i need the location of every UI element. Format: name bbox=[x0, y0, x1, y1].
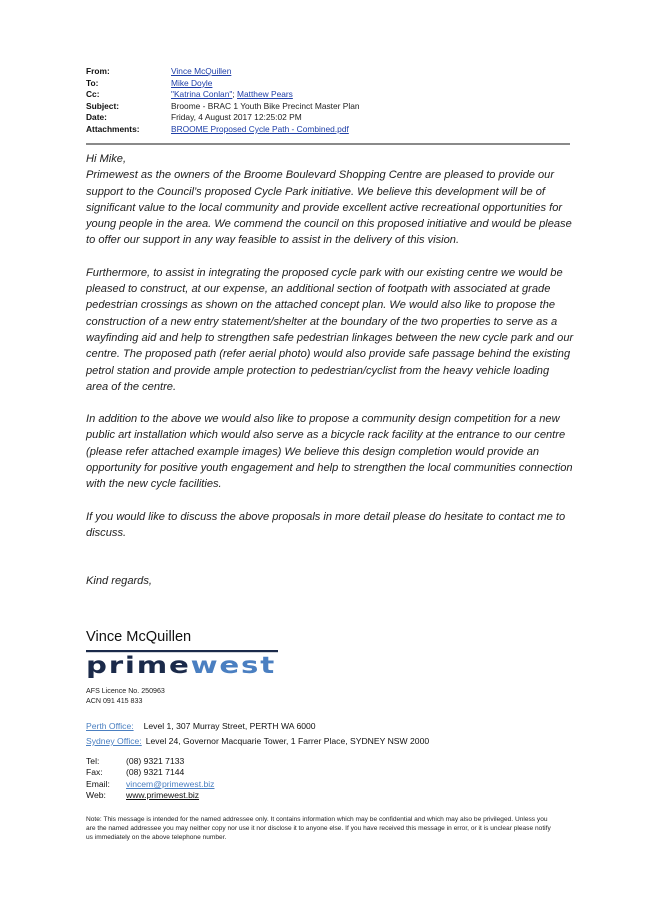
tel-label: Tel: bbox=[86, 756, 100, 766]
logo-top-bar bbox=[86, 650, 278, 652]
attachment-link[interactable]: BROOME Proposed Cycle Path - Combined.pdf bbox=[171, 123, 349, 134]
paragraph-gap bbox=[86, 493, 574, 509]
cc-value-1[interactable]: "Katrina Conlan" bbox=[171, 89, 233, 100]
fax-value: (08) 9321 7144 bbox=[126, 767, 185, 778]
body-paragraph-3: In addition to the above we would also like to propose a community design competition for a new public art installation which would also serve as a bicycle rack facility at the entrance to our centre (please refer attached example images) We believe this design completion would provide an opportunity for positive youth engagement and help to strengthen the local communities connection with the new cycle facilities. bbox=[86, 413, 573, 491]
contact-details bbox=[86, 756, 214, 802]
email-label: Email: bbox=[86, 778, 110, 789]
perth-office-address: Level 1, 307 Murray Street, PERTH WA 6000 bbox=[143, 721, 316, 731]
paragraph-gap bbox=[86, 557, 574, 573]
closing: Kind regards, bbox=[86, 575, 152, 588]
email-link[interactable]: vincem@primewest.biz bbox=[126, 778, 215, 789]
body-paragraph-2: Furthermore, to assist in integrating the proposed cycle park with our existing centre we would be pleased to construct, at our expense, an additional section of footpath with associated at grade pedestrian crossings as shown on the attached concept plan. We would also like to propose the construction of a new entry statement/shelter at the boundary of the two properties to serve as a wayfinding aid and help to strengthen safe pedestrian linkages between the new cycle park and our centre. The proposed path (refer aerial photo) would also provide safe passage behind the existing petrol station and provide ample protection to pedestrian/cyclist from the heavy vehicle loading area of the centre. bbox=[86, 266, 574, 393]
confidentiality-note: Note: This message is intended for the named addressee only. It contains information which may be confidential and which may also be privileged. Unless you are the named addressee you may neither copy nor use it nor disclose it to anyone else. If you have received this message in error, or it is unclear please notify us immediately on the above telephone number. bbox=[86, 816, 551, 842]
cc-label: Cc: bbox=[86, 89, 100, 100]
perth-office-row bbox=[86, 719, 429, 734]
to-label: To: bbox=[86, 77, 99, 88]
cc-row bbox=[86, 89, 570, 101]
cc-value-2[interactable]: Matthew Pears bbox=[237, 89, 293, 100]
email-body bbox=[86, 151, 574, 590]
attachments-label: Attachments: bbox=[86, 123, 140, 134]
date-row bbox=[86, 112, 570, 124]
subject-row bbox=[86, 101, 570, 113]
licence-info bbox=[86, 687, 165, 706]
attachments-row bbox=[86, 124, 570, 136]
to-value[interactable]: Mike Doyle bbox=[171, 77, 213, 88]
email-row bbox=[86, 779, 214, 790]
date-label: Date: bbox=[86, 112, 107, 123]
web-label: Web: bbox=[86, 790, 106, 801]
from-row bbox=[86, 66, 570, 78]
body-paragraph-4: If you would like to discuss the above proposals in more detail please do hesitate to contact me to discuss. bbox=[86, 510, 566, 539]
from-value[interactable]: Vince McQuillen bbox=[171, 66, 232, 76]
tel-value: (08) 9321 7133 bbox=[126, 756, 185, 766]
sydney-office-link[interactable]: Sydney Office: bbox=[86, 736, 142, 746]
perth-office-link[interactable]: Perth Office: bbox=[86, 721, 134, 731]
acn-number: ACN 091 415 833 bbox=[86, 696, 143, 705]
subject-value: Broome - BRAC 1 Youth Bike Precinct Master Plan bbox=[171, 100, 360, 111]
greeting: Hi Mike, bbox=[86, 153, 127, 165]
cc-separator: ; bbox=[232, 89, 235, 100]
paragraph-gap bbox=[86, 395, 574, 411]
logo-wordmark: prime west bbox=[86, 653, 258, 678]
from-label: From: bbox=[86, 66, 110, 76]
cc-values bbox=[171, 89, 293, 101]
office-addresses bbox=[86, 719, 429, 749]
web-link[interactable]: www.primewest.biz bbox=[126, 790, 200, 801]
fax-label: Fax: bbox=[86, 767, 103, 778]
email-header bbox=[86, 66, 570, 136]
sydney-office-address: Level 24, Governor Macquarie Tower, 1 Farrer Place, SYDNEY NSW 2000 bbox=[145, 736, 430, 746]
sydney-office-row bbox=[86, 734, 429, 749]
subject-label: Subject: bbox=[86, 100, 120, 111]
afs-licence: AFS Licence No. 250963 bbox=[86, 687, 165, 695]
tel-row bbox=[86, 756, 214, 767]
paragraph-gap bbox=[86, 249, 574, 265]
web-row bbox=[86, 790, 214, 801]
primewest-logo bbox=[86, 650, 278, 678]
fax-row bbox=[86, 767, 214, 778]
date-value: Friday, 4 August 2017 12:25:02 PM bbox=[171, 112, 302, 123]
signature-name: Vince McQuillen bbox=[86, 629, 192, 645]
paragraph-gap bbox=[86, 541, 574, 557]
body-paragraph-1: Primewest as the owners of the Broome Boulevard Shopping Centre are pleased to provide our support to the Council’s proposed Cycle Park initiative. We believe this development will be of significant value to the local community and provide excellent active recreational opportunities for young people in the area. We commend the council on this proposed initiative and would be please to offer our support in any way feasible to assist in the delivery of this vision. bbox=[86, 169, 572, 247]
header-divider bbox=[86, 143, 570, 145]
to-row bbox=[86, 78, 570, 90]
